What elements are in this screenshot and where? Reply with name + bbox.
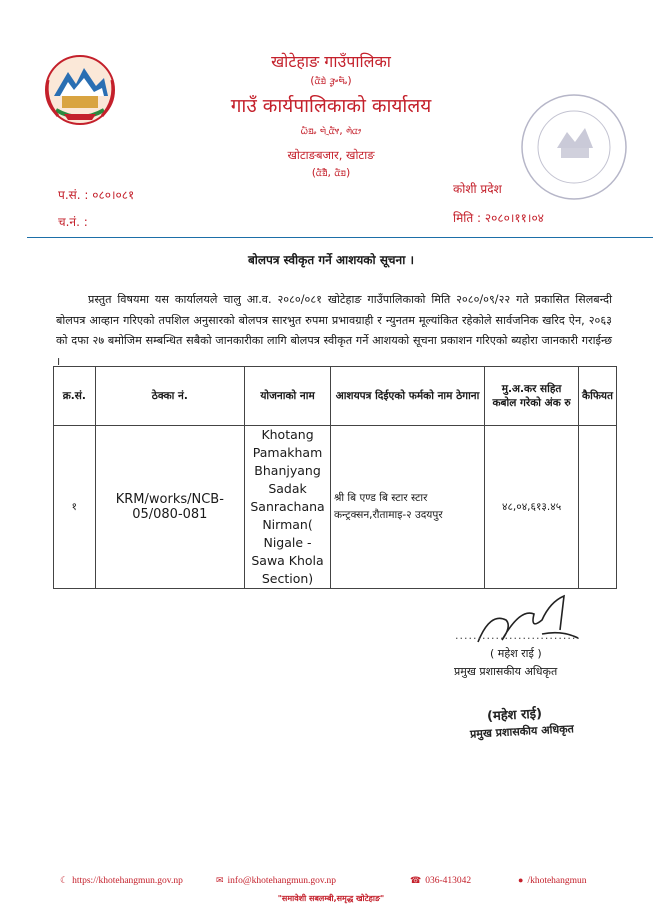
header-divider bbox=[27, 237, 653, 238]
mail-icon: ✉ bbox=[216, 875, 224, 885]
signature-line: ............................ bbox=[455, 629, 581, 642]
municipality-name-limbu: (ᤂᤠᤀᤧ ᤋᤢᤴᤗᤠᤱ) bbox=[310, 74, 352, 87]
signatory-title: प्रमुख प्रशासकीय अधिकृत bbox=[454, 665, 558, 678]
award-table bbox=[53, 366, 617, 589]
footer-email[interactable]: ✉ info@khotehangmun.gov.np bbox=[216, 875, 336, 886]
table-row bbox=[54, 426, 617, 589]
cell-amount: ४८,०४,६१३.४५ bbox=[485, 426, 579, 589]
dispatch-number: च.नं. : bbox=[58, 215, 88, 229]
notice-subject: बोलपत्र स्वीकृत गर्ने आशयको सूचना । bbox=[247, 253, 415, 267]
cell-firm: श्री बि एण्ड बि स्टार स्टार कन्ट्रक्सन,रौतामाइ-२ उदयपुर bbox=[330, 426, 484, 589]
letter-date: मिति : २०८०।११।०४ bbox=[453, 211, 544, 225]
office-name-limbu: ᤐᤠᤀᤱ ᤗᤧᤳᤂᤠᤶ, ᤛᤧᤂᤣ bbox=[301, 124, 361, 137]
office-stamp bbox=[515, 88, 633, 206]
office-name: गाउँ कार्यपालिकाको कार्यालय bbox=[230, 95, 432, 117]
notice-paragraph: प्रस्तुत विषयमा यस कार्यालयले चालु आ.व. २०८०/०८१ खोटेहाङ गाउँपालिकाको मिति २०८०/०९/२२ गते प्रकासित सिलबन्दी बोलपत्र आव्हान गरिएको तपशिल अनुसारको बोलपत्र सारभुत रुपमा प्रभावग्राही र न्युनतम मूल्यांकित रहेकोले सार्वजनिक खरिद ऐन, २०६३ को दफा २७ बमोजिम सम्बन्धित सबैको जानकारीका लागि बोलपत्र स्वीकृत गर्ने आशयको सूचना प्रकाशन गरिएको ब्यहोरा जानकारी गराईन्छ । bbox=[56, 293, 612, 368]
header-amount: मु.अ.कर सहित कबोल गरेको अंक रु bbox=[485, 367, 579, 426]
footer-website[interactable]: ☾ https://khotehangmun.gov.np bbox=[60, 875, 183, 886]
cell-remarks bbox=[579, 426, 617, 589]
cell-project-name: Khotang Pamakham Bhanjyang Sadak Sanrachana Nirman( Nigale -Sawa Khola Section) bbox=[245, 426, 331, 589]
table-header-row bbox=[54, 367, 617, 426]
globe-icon: ☾ bbox=[60, 875, 69, 885]
province-label: कोशी प्रदेश bbox=[453, 182, 502, 196]
name-stamp: (महेश राई) bbox=[486, 706, 543, 725]
footer-motto: "समावेशी सबलम्बी,समृद्ध खोटेहाङ" bbox=[277, 894, 385, 903]
facebook-icon: ● bbox=[518, 875, 524, 885]
header-serial: क्र.सं. bbox=[54, 367, 96, 426]
cell-contract-no: KRM/works/NCB-05/080-081 bbox=[95, 426, 245, 589]
header-project-name: योजनाको नाम bbox=[245, 367, 331, 426]
cell-serial: १ bbox=[54, 426, 96, 589]
header-firm: आशयपत्र दिईएको फर्मको नाम ठेगाना bbox=[330, 367, 484, 426]
header-remarks: कैफियत bbox=[579, 367, 617, 426]
office-address: खोटाङबजार, खोटाङ bbox=[287, 148, 375, 162]
header-contract-no: ठेक्का नं. bbox=[95, 367, 245, 426]
municipality-name: खोटेहाङ गाउँपालिका bbox=[271, 52, 391, 71]
footer-facebook[interactable]: ● /khotehangmun bbox=[518, 875, 587, 886]
signatory-name: ( महेश राई ) bbox=[490, 647, 542, 660]
notice-body bbox=[56, 290, 612, 372]
title-stamp: प्रमुख प्रशासकीय अधिकृत bbox=[469, 722, 575, 741]
reference-number: प.सं. : ०८०।०८१ bbox=[58, 188, 135, 202]
footer-phone[interactable]: ☎ 036-413042 bbox=[410, 875, 472, 886]
office-address-limbu: (ᤂᤠᤀᤧᤠ, ᤂᤠᤀ) bbox=[311, 166, 351, 179]
phone-icon: ☎ bbox=[410, 875, 422, 885]
